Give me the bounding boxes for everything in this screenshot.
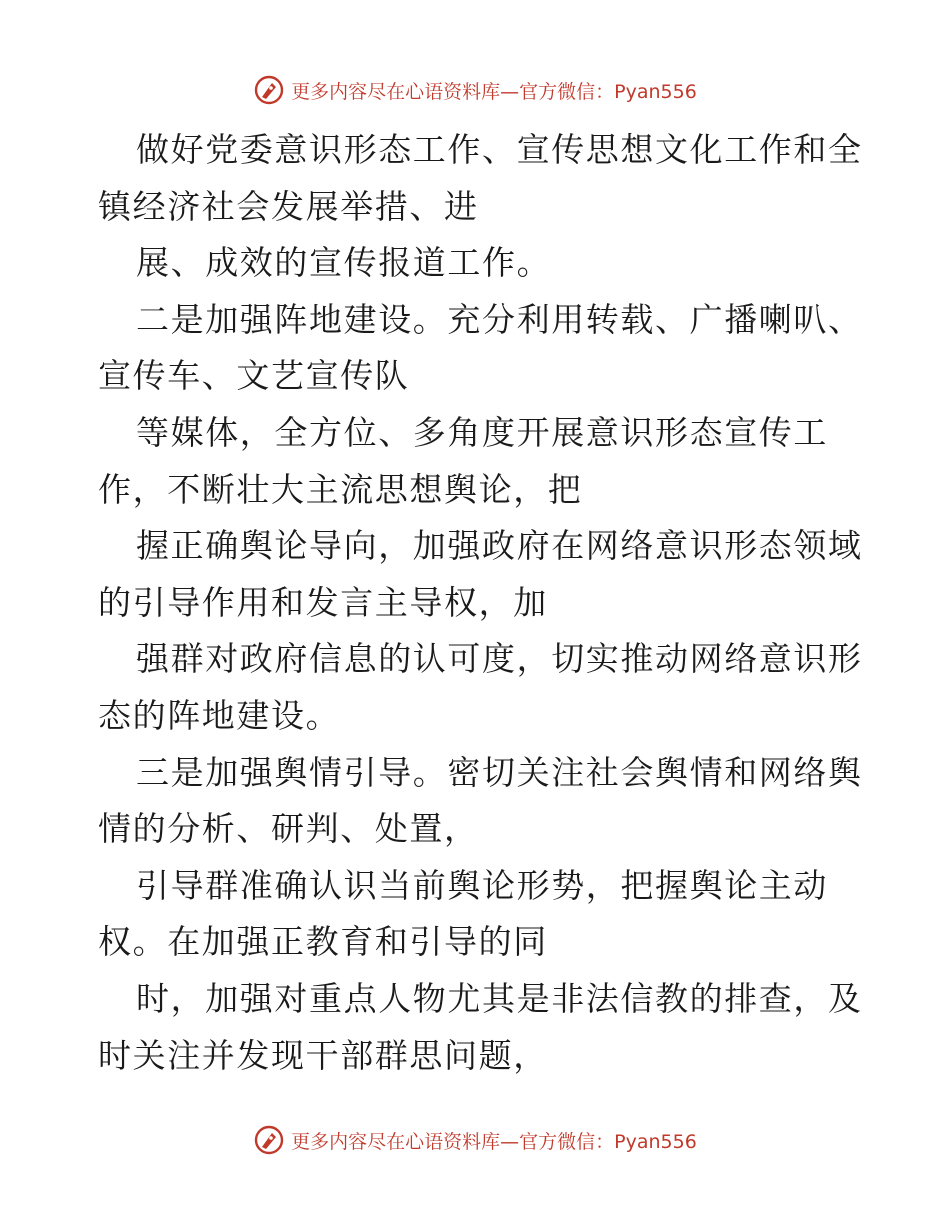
paragraph-line: 等媒体，全方位、多角度开展意识形态宣传工 <box>136 412 828 452</box>
paragraph-line: 情的分析、研判、处置， <box>98 809 479 849</box>
document-body <box>98 122 863 1084</box>
footer-banner-text: 更多内容尽在心语资料库—官方微信：Pyan556 <box>291 1130 697 1153</box>
paragraph-line: 时，加强对重点人物尤其是非法信教的排查，及 <box>136 978 863 1018</box>
paragraph-line: 宣传车、文艺宣传队 <box>98 356 410 396</box>
paragraph-line: 时关注并发现干部群思问题， <box>98 1035 548 1075</box>
paragraph-line: 三是加强舆情引导。密切关注社会舆情和网络舆 <box>136 752 863 792</box>
paragraph-line: 引导群准确认识当前舆论形势，把握舆论主动 <box>136 865 828 905</box>
paragraph-line: 强群对政府信息的认可度，切实推动网络意识形 <box>136 639 863 679</box>
paragraph-line: 作，不断壮大主流思想舆论，把 <box>98 469 583 509</box>
header-banner-text: 更多内容尽在心语资料库—官方微信：Pyan556 <box>291 80 697 103</box>
header-banner <box>0 70 950 110</box>
footer-banner <box>0 1120 950 1160</box>
pen-nib-logo-icon <box>253 74 285 106</box>
paragraph-line: 态的阵地建设。 <box>98 695 341 735</box>
paragraph-line: 做好党委意识形态工作、宣传思想文化工作和全 <box>136 130 863 169</box>
paragraph-line: 的引导作用和发言主导权，加 <box>98 582 548 622</box>
paragraph-line: 镇经济社会发展举措、进 <box>98 186 479 226</box>
pen-nib-logo-icon <box>253 1124 285 1156</box>
paragraph-line: 展、成效的宣传报道工作。 <box>136 243 552 283</box>
paragraph-line: 权。在加强正教育和引导的同 <box>98 922 548 962</box>
paragraph-line: 握正确舆论导向，加强政府在网络意识形态领域 <box>136 526 863 566</box>
paragraph-line: 二是加强阵地建设。充分利用转载、广播喇叭、 <box>136 299 863 339</box>
